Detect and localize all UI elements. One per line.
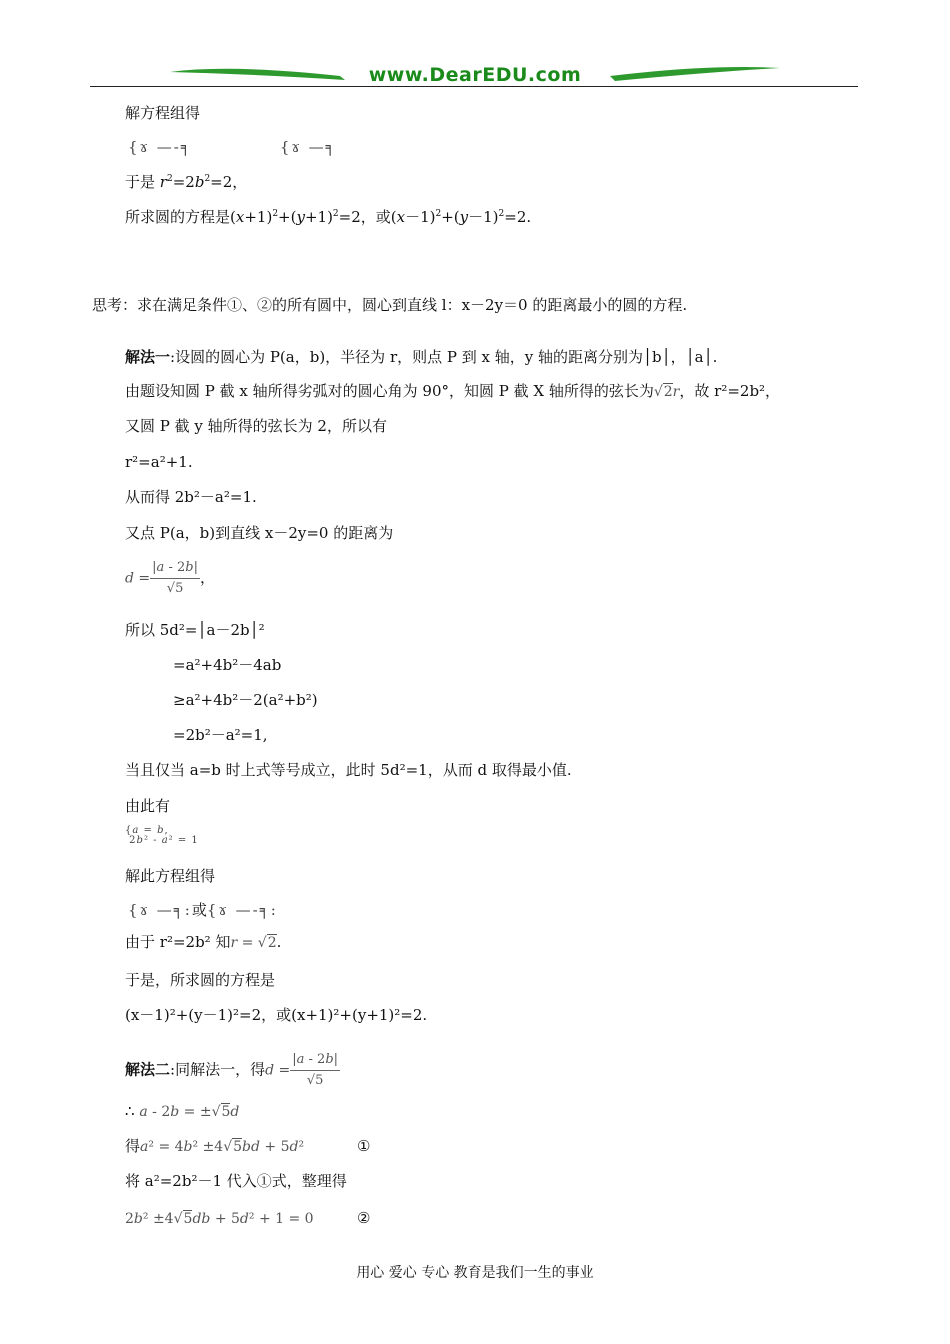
text-line: 由此有 bbox=[125, 797, 171, 815]
text-line: r²=a²+1. bbox=[125, 453, 193, 471]
page-footer: 用心 爱心 专心 教育是我们一生的事业 bbox=[356, 1265, 594, 1281]
equation-marker: ② bbox=[357, 1209, 371, 1227]
header-divider bbox=[90, 86, 858, 87]
text-line: 由于 r²=2b² 知r = √2. bbox=[125, 933, 282, 951]
text-line: 解方程组得 bbox=[125, 104, 201, 122]
text-line: 由题设知圆 P 截 x 轴所得劣弧对的圆心角为 90°，知圆 P 截 X 轴所得的弦长为√2r，故 r²=2b²， bbox=[125, 382, 781, 400]
text-line: (x－1)²+(y－1)²=2，或(x+1)²+(y+1)²=2. bbox=[125, 1006, 428, 1024]
equation-marker: ① bbox=[357, 1137, 371, 1155]
text-line: 2b² ±4√5db + 5d² + 1 = 0 bbox=[125, 1211, 314, 1227]
text-line: 将 a²=2b²－1 代入①式，整理得 bbox=[125, 1172, 347, 1190]
text-line: ≥a²+4b²－2(a²+b²) bbox=[173, 691, 318, 709]
text-line: 所以 5d²=│a－2b│² bbox=[125, 621, 265, 639]
distance-formula: d = $\frac{|a - 2b|}{√5}$ ， bbox=[125, 560, 215, 596]
text-line: =a²+4b²－4ab bbox=[173, 656, 282, 674]
equation-system: {ɤ —-╕ {ɤ —╕ bbox=[128, 138, 337, 156]
text-line: 又点 P(a，b)到直线 x－2y=0 的距离为 bbox=[125, 524, 394, 542]
method-one: 解法一:设圆的圆心为 P(a，b)，半径为 r，则点 P 到 x 轴，y 轴的距离分别为│b│，│a│. bbox=[125, 348, 718, 366]
method-two: 解法二:同解法一，得d = $\frac{|a - 2b|}{√5}$ bbox=[125, 1052, 339, 1088]
text-line: 于是 $r^2=2b^2=2$， bbox=[125, 173, 248, 191]
text-line: 于是，所求圆的方程是 bbox=[125, 971, 276, 989]
text-line: 得a² = 4b² ±4√5bd + 5d² bbox=[125, 1137, 305, 1155]
equation-system: {a = b, 2b² - a² = 1 bbox=[125, 825, 199, 846]
text-line: 解此方程组得 bbox=[125, 867, 216, 885]
text-line: 又圆 P 截 y 轴所得的弦长为 2，所以有 bbox=[125, 417, 387, 435]
site-logo bbox=[170, 62, 780, 88]
text-line: =2b²－a²=1, bbox=[173, 726, 268, 744]
text-line: 从而得 2b²－a²=1. bbox=[125, 488, 257, 506]
site-logo-text: www.DearEDU.com bbox=[368, 64, 582, 86]
text-line: 所求圆的方程是$(x+1)^2+(y+1)^2=2$，或$(x-1)^2+(y-1)^2=2$. bbox=[125, 208, 532, 226]
equation-system: {ɤ —╕:或{ɤ —-╕: bbox=[128, 901, 278, 919]
text-line: ∴ a - 2b = ±√5d bbox=[125, 1102, 240, 1120]
think-question: 思考：求在满足条件①、②的所有圆中，圆心到直线 l：x－2y＝0 的距离最小的圆的方程. bbox=[92, 296, 688, 314]
text-line: 当且仅当 a=b 时上式等号成立，此时 5d²=1，从而 d 取得最小值. bbox=[125, 761, 572, 779]
